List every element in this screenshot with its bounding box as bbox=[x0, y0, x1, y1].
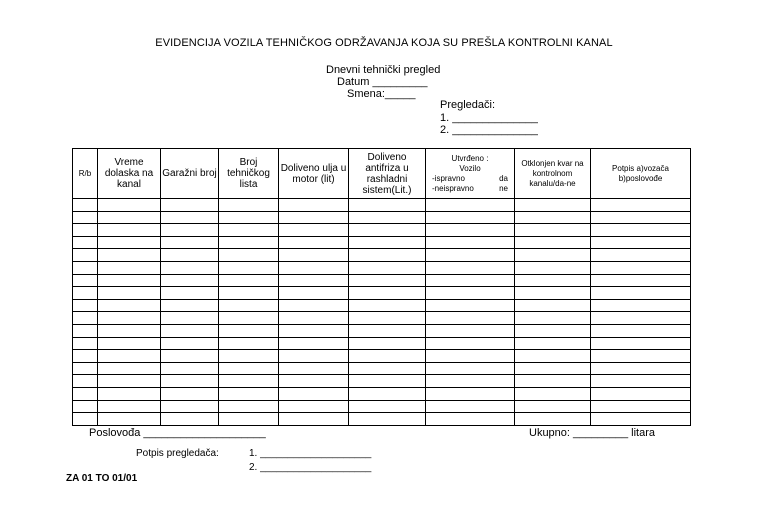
table-cell[interactable] bbox=[591, 324, 691, 337]
table-cell[interactable] bbox=[279, 199, 349, 212]
table-cell[interactable] bbox=[591, 261, 691, 274]
table-cell[interactable] bbox=[426, 299, 515, 312]
table-cell[interactable] bbox=[98, 211, 161, 224]
table-cell[interactable] bbox=[591, 337, 691, 350]
table-cell[interactable] bbox=[161, 350, 219, 363]
table-cell[interactable] bbox=[279, 400, 349, 413]
table-cell[interactable] bbox=[161, 324, 219, 337]
col-header-signature: Potpis a)vozača b)poslovođe bbox=[591, 149, 691, 199]
table-cell[interactable] bbox=[98, 274, 161, 287]
table-cell[interactable] bbox=[161, 236, 219, 249]
table-cell[interactable] bbox=[73, 413, 98, 426]
table-row bbox=[73, 249, 691, 262]
table-cell[interactable] bbox=[161, 261, 219, 274]
table-row bbox=[73, 261, 691, 274]
table-cell[interactable] bbox=[98, 337, 161, 350]
table-cell[interactable] bbox=[591, 375, 691, 388]
table-cell[interactable] bbox=[349, 261, 426, 274]
table-cell[interactable] bbox=[515, 274, 591, 287]
col-header-garage-number: Garažni broj bbox=[161, 149, 219, 199]
table-cell[interactable] bbox=[219, 413, 279, 426]
table-row bbox=[73, 312, 691, 325]
table-cell[interactable] bbox=[426, 249, 515, 262]
table-cell[interactable] bbox=[98, 375, 161, 388]
inspector-line-2: 2. ______________ bbox=[440, 124, 538, 136]
status-line-2: Vozilo bbox=[459, 163, 481, 173]
table-cell[interactable] bbox=[219, 249, 279, 262]
inspector-line-1: 1. ______________ bbox=[440, 112, 538, 124]
table-cell[interactable] bbox=[219, 199, 279, 212]
table-cell[interactable] bbox=[279, 312, 349, 325]
table-cell[interactable] bbox=[515, 287, 591, 300]
table-cell[interactable] bbox=[73, 236, 98, 249]
table-cell[interactable] bbox=[73, 324, 98, 337]
table-cell[interactable] bbox=[279, 362, 349, 375]
table-cell[interactable] bbox=[349, 337, 426, 350]
table-cell[interactable] bbox=[591, 312, 691, 325]
table-cell[interactable] bbox=[161, 287, 219, 300]
table-cell[interactable] bbox=[515, 211, 591, 224]
table-cell[interactable] bbox=[73, 199, 98, 212]
table-cell[interactable] bbox=[98, 249, 161, 262]
table-cell[interactable] bbox=[349, 350, 426, 363]
table-cell[interactable] bbox=[73, 249, 98, 262]
col-header-technical-sheet: Broj tehničkog lista bbox=[219, 149, 279, 199]
date-field: Datum _________ bbox=[337, 76, 428, 88]
table-row bbox=[73, 199, 691, 212]
col-header-vehicle-status bbox=[426, 149, 515, 199]
table-cell[interactable] bbox=[426, 236, 515, 249]
table-cell[interactable] bbox=[349, 312, 426, 325]
status-faulty-value: ne bbox=[499, 183, 508, 193]
table-row bbox=[73, 375, 691, 388]
table-cell[interactable] bbox=[219, 274, 279, 287]
table-cell[interactable] bbox=[591, 224, 691, 237]
table-cell[interactable] bbox=[73, 362, 98, 375]
table-cell[interactable] bbox=[279, 299, 349, 312]
table-cell[interactable] bbox=[161, 299, 219, 312]
table-row bbox=[73, 362, 691, 375]
table-cell[interactable] bbox=[98, 350, 161, 363]
table-cell[interactable] bbox=[219, 387, 279, 400]
table-cell[interactable] bbox=[426, 324, 515, 337]
table-cell[interactable] bbox=[515, 362, 591, 375]
signature-line-2: 2. ____________________ bbox=[249, 462, 372, 473]
table-cell[interactable] bbox=[515, 249, 591, 262]
table-cell[interactable] bbox=[279, 324, 349, 337]
table-cell[interactable] bbox=[426, 387, 515, 400]
table-cell[interactable] bbox=[515, 350, 591, 363]
table-cell[interactable] bbox=[349, 387, 426, 400]
table-cell[interactable] bbox=[98, 261, 161, 274]
review-type-label: Dnevni tehnički pregled bbox=[326, 64, 441, 76]
table-cell[interactable] bbox=[219, 287, 279, 300]
table-cell[interactable] bbox=[279, 261, 349, 274]
table-cell[interactable] bbox=[426, 274, 515, 287]
table-row bbox=[73, 337, 691, 350]
table-cell[interactable] bbox=[98, 324, 161, 337]
table-cell[interactable] bbox=[426, 362, 515, 375]
table-cell[interactable] bbox=[73, 274, 98, 287]
table-cell[interactable] bbox=[349, 199, 426, 212]
table-row bbox=[73, 299, 691, 312]
table-cell[interactable] bbox=[591, 413, 691, 426]
table-cell[interactable] bbox=[73, 287, 98, 300]
inspectors-label: Pregledači: bbox=[440, 99, 496, 111]
table-cell[interactable] bbox=[219, 375, 279, 388]
table-cell[interactable] bbox=[161, 375, 219, 388]
table-cell[interactable] bbox=[515, 375, 591, 388]
table-cell[interactable] bbox=[515, 299, 591, 312]
table-cell[interactable] bbox=[426, 337, 515, 350]
table-cell[interactable] bbox=[279, 224, 349, 237]
table-cell[interactable] bbox=[591, 236, 691, 249]
table-cell[interactable] bbox=[591, 249, 691, 262]
table-cell[interactable] bbox=[279, 375, 349, 388]
table-cell[interactable] bbox=[161, 312, 219, 325]
table-cell[interactable] bbox=[591, 387, 691, 400]
table-cell[interactable] bbox=[161, 362, 219, 375]
table-cell[interactable] bbox=[515, 312, 591, 325]
table-cell[interactable] bbox=[161, 337, 219, 350]
table-cell[interactable] bbox=[349, 211, 426, 224]
table-cell[interactable] bbox=[349, 299, 426, 312]
table-cell[interactable] bbox=[161, 387, 219, 400]
table-cell[interactable] bbox=[515, 413, 591, 426]
table-cell[interactable] bbox=[591, 287, 691, 300]
table-cell[interactable] bbox=[349, 375, 426, 388]
table-cell[interactable] bbox=[161, 199, 219, 212]
table-cell[interactable] bbox=[161, 224, 219, 237]
table-cell[interactable] bbox=[219, 312, 279, 325]
table-row bbox=[73, 287, 691, 300]
table-cell[interactable] bbox=[219, 299, 279, 312]
table-cell[interactable] bbox=[279, 287, 349, 300]
table-cell[interactable] bbox=[426, 375, 515, 388]
table-cell[interactable] bbox=[98, 299, 161, 312]
table-cell[interactable] bbox=[426, 211, 515, 224]
col-header-antifreeze-added: Doliveno antifriza u rashladni sistem(Lit.) bbox=[349, 149, 426, 199]
form-code: ZA 01 TO 01/01 bbox=[66, 473, 138, 484]
table-cell[interactable] bbox=[515, 324, 591, 337]
table-cell[interactable] bbox=[515, 199, 591, 212]
table-row bbox=[73, 324, 691, 337]
table-cell[interactable] bbox=[279, 413, 349, 426]
table-cell[interactable] bbox=[161, 211, 219, 224]
table-cell[interactable] bbox=[219, 236, 279, 249]
table-cell[interactable] bbox=[161, 249, 219, 262]
table-cell[interactable] bbox=[515, 261, 591, 274]
table-cell[interactable] bbox=[279, 350, 349, 363]
table-cell[interactable] bbox=[591, 199, 691, 212]
col-header-oil-added: Doliveno ulja u motor (lit) bbox=[279, 149, 349, 199]
table-cell[interactable] bbox=[161, 413, 219, 426]
table-cell[interactable] bbox=[98, 400, 161, 413]
table-cell[interactable] bbox=[98, 199, 161, 212]
table-row bbox=[73, 211, 691, 224]
table-cell[interactable] bbox=[219, 224, 279, 237]
table-cell[interactable] bbox=[349, 362, 426, 375]
table-cell[interactable] bbox=[591, 400, 691, 413]
table-cell[interactable] bbox=[515, 236, 591, 249]
table-cell[interactable] bbox=[591, 299, 691, 312]
table-cell[interactable] bbox=[279, 236, 349, 249]
table-body bbox=[73, 199, 691, 426]
foreman-field: Poslovođa ____________________ bbox=[89, 427, 266, 439]
table-cell[interactable] bbox=[219, 211, 279, 224]
table-cell[interactable] bbox=[73, 387, 98, 400]
col-header-rb: R/b bbox=[73, 149, 98, 199]
table-cell[interactable] bbox=[219, 324, 279, 337]
col-header-arrival-time: Vreme dolaska na kanal bbox=[98, 149, 161, 199]
status-line-1: Utvrđeno : bbox=[451, 153, 489, 163]
table-row bbox=[73, 400, 691, 413]
table-row bbox=[73, 350, 691, 363]
table-cell[interactable] bbox=[349, 400, 426, 413]
table-cell[interactable] bbox=[219, 337, 279, 350]
table-cell[interactable] bbox=[349, 287, 426, 300]
table-cell[interactable] bbox=[349, 236, 426, 249]
table-row bbox=[73, 413, 691, 426]
table-cell[interactable] bbox=[73, 224, 98, 237]
table-cell[interactable] bbox=[515, 387, 591, 400]
table-cell[interactable] bbox=[349, 274, 426, 287]
table-cell[interactable] bbox=[426, 261, 515, 274]
table-cell[interactable] bbox=[219, 350, 279, 363]
table-cell[interactable] bbox=[98, 312, 161, 325]
table-cell[interactable] bbox=[591, 350, 691, 363]
table-cell[interactable] bbox=[98, 413, 161, 426]
table-cell[interactable] bbox=[73, 261, 98, 274]
table-cell[interactable] bbox=[98, 224, 161, 237]
table-cell[interactable] bbox=[73, 375, 98, 388]
table-cell[interactable] bbox=[98, 287, 161, 300]
shift-field: Smena:_____ bbox=[347, 88, 416, 100]
table-cell[interactable] bbox=[98, 362, 161, 375]
table-cell[interactable] bbox=[219, 362, 279, 375]
table-cell[interactable] bbox=[73, 312, 98, 325]
table-cell[interactable] bbox=[515, 224, 591, 237]
table-cell[interactable] bbox=[349, 224, 426, 237]
table-cell[interactable] bbox=[349, 413, 426, 426]
table-cell[interactable] bbox=[591, 211, 691, 224]
table-cell[interactable] bbox=[98, 236, 161, 249]
status-ok-value: da bbox=[499, 173, 508, 183]
table-cell[interactable] bbox=[279, 337, 349, 350]
table-cell[interactable] bbox=[279, 211, 349, 224]
table-cell[interactable] bbox=[279, 249, 349, 262]
table-cell[interactable] bbox=[161, 400, 219, 413]
table-cell[interactable] bbox=[73, 337, 98, 350]
table-row bbox=[73, 236, 691, 249]
table-cell[interactable] bbox=[73, 299, 98, 312]
table-cell[interactable] bbox=[349, 249, 426, 262]
table-cell[interactable] bbox=[73, 350, 98, 363]
table-cell[interactable] bbox=[426, 199, 515, 212]
table-cell[interactable] bbox=[73, 400, 98, 413]
total-liters-field: Ukupno: _________ litara bbox=[529, 427, 655, 439]
table-cell[interactable] bbox=[73, 211, 98, 224]
table-cell[interactable] bbox=[426, 312, 515, 325]
inspectors-signature-label: Potpis pregledača: bbox=[136, 448, 219, 459]
table-cell[interactable] bbox=[426, 400, 515, 413]
col-header-fault-fixed: Otklonjen kvar na kontrolnom kanalu/da-ne bbox=[515, 149, 591, 199]
table-cell[interactable] bbox=[591, 362, 691, 375]
table-cell[interactable] bbox=[426, 224, 515, 237]
table-cell[interactable] bbox=[515, 400, 591, 413]
table-cell[interactable] bbox=[349, 324, 426, 337]
signature-line-1: 1. ____________________ bbox=[249, 448, 372, 459]
table-cell[interactable] bbox=[279, 274, 349, 287]
table-cell[interactable] bbox=[98, 387, 161, 400]
table-row bbox=[73, 224, 691, 237]
table-cell[interactable] bbox=[426, 350, 515, 363]
table-cell[interactable] bbox=[161, 274, 219, 287]
table-cell[interactable] bbox=[219, 261, 279, 274]
status-ok-label: -ispravno bbox=[432, 173, 465, 183]
table-header-row bbox=[73, 149, 691, 199]
inspection-table bbox=[72, 148, 691, 426]
table-cell[interactable] bbox=[426, 287, 515, 300]
status-faulty-label: -neispravno bbox=[432, 183, 474, 193]
table-cell[interactable] bbox=[279, 387, 349, 400]
table-cell[interactable] bbox=[426, 413, 515, 426]
table-row bbox=[73, 274, 691, 287]
table-cell[interactable] bbox=[515, 337, 591, 350]
table-row bbox=[73, 387, 691, 400]
table-cell[interactable] bbox=[591, 274, 691, 287]
document-title: EVIDENCIJA VOZILA TEHNIČKOG ODRŽAVANJA KOJA SU PREŠLA KONTROLNI KANAL bbox=[155, 37, 613, 49]
table-cell[interactable] bbox=[219, 400, 279, 413]
